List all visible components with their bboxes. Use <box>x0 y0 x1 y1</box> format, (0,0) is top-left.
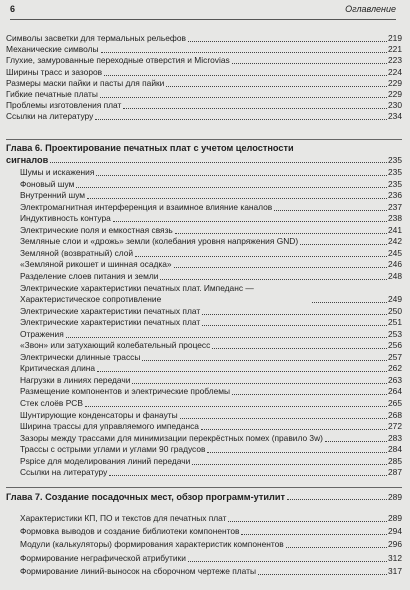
dot-leader <box>287 498 387 500</box>
toc-entry <box>20 352 402 363</box>
toc-entry-title: Электрические характеристики печатных плат <box>20 305 201 316</box>
toc-entry-title: Размеры маски пайки и пасты для пайки <box>6 77 165 88</box>
toc-entry-title: Трассы с острыми углами и углами 90 градусов <box>20 444 206 455</box>
toc-entry-page: 264 <box>388 386 402 397</box>
page-number: 6 <box>10 4 16 14</box>
dot-leader <box>325 440 387 442</box>
toc-entry <box>20 340 402 351</box>
toc-entry <box>20 398 402 409</box>
toc-entry-page: 287 <box>388 467 402 478</box>
toc-entry <box>6 33 402 44</box>
toc-entry-title: Электрические характеристики печатных плат. Импеданс — Характеристическое сопротивление <box>20 282 254 304</box>
dot-leader <box>232 62 387 64</box>
toc-entry <box>6 100 402 111</box>
chapter-6-heading <box>6 142 402 166</box>
toc-entry <box>6 55 402 66</box>
toc-entry-page: 256 <box>388 340 402 351</box>
toc-entry <box>20 317 402 328</box>
toc-entry <box>20 248 402 259</box>
dot-leader <box>95 118 387 120</box>
toc-entry-title: Отражения <box>20 328 64 339</box>
toc-entry-title: Индуктивность контура <box>20 213 111 224</box>
toc-entry-title: Формирование линий-выносок на сборочном чертеже платы <box>20 565 257 576</box>
toc-entry <box>20 539 402 550</box>
toc-entry <box>20 513 402 524</box>
toc-entry-page: 285 <box>388 455 402 466</box>
toc-entry-page: 312 <box>388 552 402 563</box>
toc-entry-title: Нагрузки в линиях передачи <box>20 374 131 385</box>
toc-entry-page: 245 <box>388 247 402 258</box>
dot-leader <box>96 174 387 176</box>
toc-entry-title: Электромагнитная интерференция и взаимное влияние каналов <box>20 201 273 212</box>
dot-leader <box>123 107 387 109</box>
toc-entry-title: Шумы и искажения <box>20 167 95 177</box>
toc-entry-page: 235 <box>388 178 402 189</box>
dot-leader <box>100 96 387 98</box>
toc-entry-title: Характеристики КП, ПО и текстов для печатных плат <box>20 513 227 523</box>
toc-entry-title: Электрические характеристики печатных плат <box>20 317 201 328</box>
toc-entry-title: Глухие, замурованные переходные отверстия и Microvias <box>6 55 230 66</box>
chapter-divider <box>6 139 402 140</box>
toc-entry <box>20 190 402 201</box>
toc-entry-page: 289 <box>388 513 402 523</box>
toc-entry-page: 250 <box>388 305 402 316</box>
dot-leader <box>192 463 387 465</box>
toc-entry <box>20 467 402 478</box>
chapter-divider <box>6 487 402 488</box>
dot-leader <box>201 428 387 430</box>
toc-entry-title: Проблемы изготовления плат <box>6 100 122 111</box>
toc-entry-title: Электрические поля и емкостная связь <box>20 224 173 235</box>
toc-entry-page: 294 <box>388 526 402 537</box>
toc-entry-title: Зазоры между трассами для минимизации перекрёстных помех (правило 3w) <box>20 432 323 443</box>
toc-entry-title: Модули (калькуляторы) формирования характеристик компонентов <box>20 539 284 550</box>
toc-entry <box>20 213 402 224</box>
toc-entry <box>6 78 402 89</box>
toc-entry-title: Электрически длинные трассы <box>20 351 141 362</box>
toc-entry-title: Гибкие печатные платы <box>6 89 98 99</box>
dot-leader <box>97 370 387 372</box>
toc-entry-page: 263 <box>388 374 402 385</box>
toc-entry <box>20 410 402 421</box>
dot-leader <box>232 393 387 395</box>
toc-entry-page: 296 <box>388 539 402 550</box>
toc-entry <box>6 89 402 100</box>
toc-entry-title: Механические символы <box>6 44 99 55</box>
toc-entry <box>20 456 402 467</box>
dot-leader <box>300 243 387 245</box>
toc-entry-title: Ширины трасс и зазоров <box>6 66 103 77</box>
toc-entry <box>20 444 402 455</box>
running-title: Оглавление <box>345 4 396 14</box>
toc-entry-title: Стек слоёв PCB <box>20 398 83 408</box>
chapter-6-title-line2 <box>6 154 402 166</box>
toc-entry-title: Земляной (возвратный) слой <box>20 247 134 258</box>
toc-entry <box>20 329 402 340</box>
toc-entry <box>20 283 402 305</box>
dot-leader <box>76 186 387 188</box>
toc-entry <box>6 44 402 55</box>
chapter-6-title-line1 <box>6 142 402 154</box>
dot-leader <box>202 313 387 315</box>
dot-leader <box>142 359 387 361</box>
toc-entry <box>20 167 402 178</box>
dot-leader <box>312 301 387 303</box>
dot-leader <box>188 560 387 562</box>
toc-entry-page: 283 <box>388 432 402 443</box>
dot-leader <box>109 474 387 476</box>
dot-leader <box>228 520 387 522</box>
dot-leader <box>207 451 387 453</box>
dot-leader <box>101 51 388 53</box>
toc-entry-page: 246 <box>388 259 402 270</box>
toc-entry <box>20 271 402 282</box>
toc-entry-page: 234 <box>388 111 402 122</box>
toc-entry <box>20 526 402 537</box>
toc-entry-page: 223 <box>388 55 402 66</box>
chapter-6-page: 235 <box>388 155 402 165</box>
toc-entry <box>20 225 402 236</box>
toc-entry-page: 242 <box>388 236 402 247</box>
toc-entry-page: 219 <box>388 33 402 43</box>
toc-entry-title: Земляные слои и «дрожь» земли (колебания уровня напряжения GND) <box>20 236 299 247</box>
toc-entry <box>20 566 402 577</box>
toc-entry-page: 265 <box>388 398 402 408</box>
toc-entry-title: Шунтирующие конденсаторы и фанауты <box>20 409 178 420</box>
toc-entry <box>6 67 402 78</box>
dot-leader <box>174 266 387 268</box>
chapter-7-title-line <box>6 491 402 503</box>
toc-entry-title: Внутренний шум <box>20 190 86 201</box>
toc-entry-title: «Звон» или затухающий колебательный процесс <box>20 340 211 351</box>
dot-leader <box>286 546 387 548</box>
dot-leader <box>160 278 387 280</box>
dot-leader <box>113 220 387 222</box>
toc-entry <box>20 386 402 397</box>
toc-entry-page: 230 <box>388 100 402 111</box>
page-header <box>10 4 396 18</box>
toc-entry <box>20 179 402 190</box>
toc-entry-title: Ссылки на литературу <box>6 111 94 122</box>
toc-entry <box>6 111 402 122</box>
chapter-7-title: Глава 7. Создание посадочных мест, обзор программ-утилит <box>6 492 285 502</box>
dot-leader <box>258 573 387 575</box>
toc-entry <box>20 421 402 432</box>
toc-entry-page: 249 <box>388 293 402 304</box>
toc-entry-title: Символы засветки для термальных рельефов <box>6 33 186 43</box>
toc-entry <box>20 306 402 317</box>
toc-entry-title: Pspice для моделирования линий передачи <box>20 455 191 466</box>
toc-entry-page: 253 <box>388 328 402 339</box>
chapter-7-heading <box>6 491 402 503</box>
dot-leader <box>212 347 387 349</box>
dot-leader <box>50 161 387 163</box>
toc-entry-page: 221 <box>388 44 402 55</box>
toc-entry-title: «Земляной рикошет и шинная осадка» <box>20 259 172 270</box>
toc-entry-page: 257 <box>388 351 402 362</box>
dot-leader <box>135 255 387 257</box>
toc-entry-title: Формовка выводов и создание библиотеки компонентов <box>20 526 240 537</box>
toc-entry-page: 284 <box>388 444 402 455</box>
chapter-7-page: 289 <box>388 492 402 502</box>
dot-leader <box>202 324 387 326</box>
toc-entry-page: 241 <box>388 224 402 235</box>
toc-entry-page: 237 <box>388 201 402 212</box>
dot-leader <box>180 417 387 419</box>
dot-leader <box>66 336 387 338</box>
toc-entry-page: 224 <box>388 66 402 77</box>
chapter-6-title-cont: сигналов <box>6 155 49 165</box>
toc-entry-page: 317 <box>388 565 402 576</box>
dot-leader <box>166 85 387 87</box>
dot-leader <box>132 382 387 384</box>
toc-entry-page: 238 <box>388 213 402 224</box>
dot-leader <box>188 40 387 42</box>
dot-leader <box>104 74 387 76</box>
toc-entry-page: 272 <box>388 421 402 432</box>
toc-entry-page: 235 <box>388 167 402 177</box>
dot-leader <box>274 209 387 211</box>
chapter-6-title: Глава 6. Проектирование печатных плат с учетом целостности <box>6 143 294 153</box>
toc-entry-page: 229 <box>388 77 402 88</box>
toc-entry <box>20 433 402 444</box>
toc-entry-page: 248 <box>388 270 402 281</box>
header-rule <box>10 19 396 20</box>
toc-entry <box>20 375 402 386</box>
toc-entry-title: Ссылки на литературу <box>20 467 108 478</box>
toc-entry-page: 251 <box>388 317 402 328</box>
toc-entry <box>20 363 402 374</box>
dot-leader <box>241 533 387 535</box>
toc-entry <box>20 236 402 247</box>
dot-leader <box>175 232 387 234</box>
toc-entry-title: Формирование неграфической атрибутики <box>20 552 186 563</box>
toc-entry-page: 229 <box>388 89 402 99</box>
dot-leader <box>87 197 387 199</box>
toc-entry-title: Размещение компонентов и электрические проблемы <box>20 386 231 397</box>
dot-leader <box>85 405 387 407</box>
toc-entry <box>20 259 402 270</box>
toc-entry-title: Разделение слоев питания и земли <box>20 270 159 281</box>
toc-entry-title: Ширина трассы для управляемого импеданса <box>20 421 199 432</box>
toc-entry-page: 262 <box>388 363 402 374</box>
toc-entry-page: 236 <box>388 190 402 201</box>
toc-entry <box>20 202 402 213</box>
toc-entry-title: Критическая длина <box>20 363 96 374</box>
toc-entry <box>20 553 402 564</box>
toc-entry-page: 268 <box>388 409 402 420</box>
toc-entry-title: Фоновый шум <box>20 178 75 189</box>
